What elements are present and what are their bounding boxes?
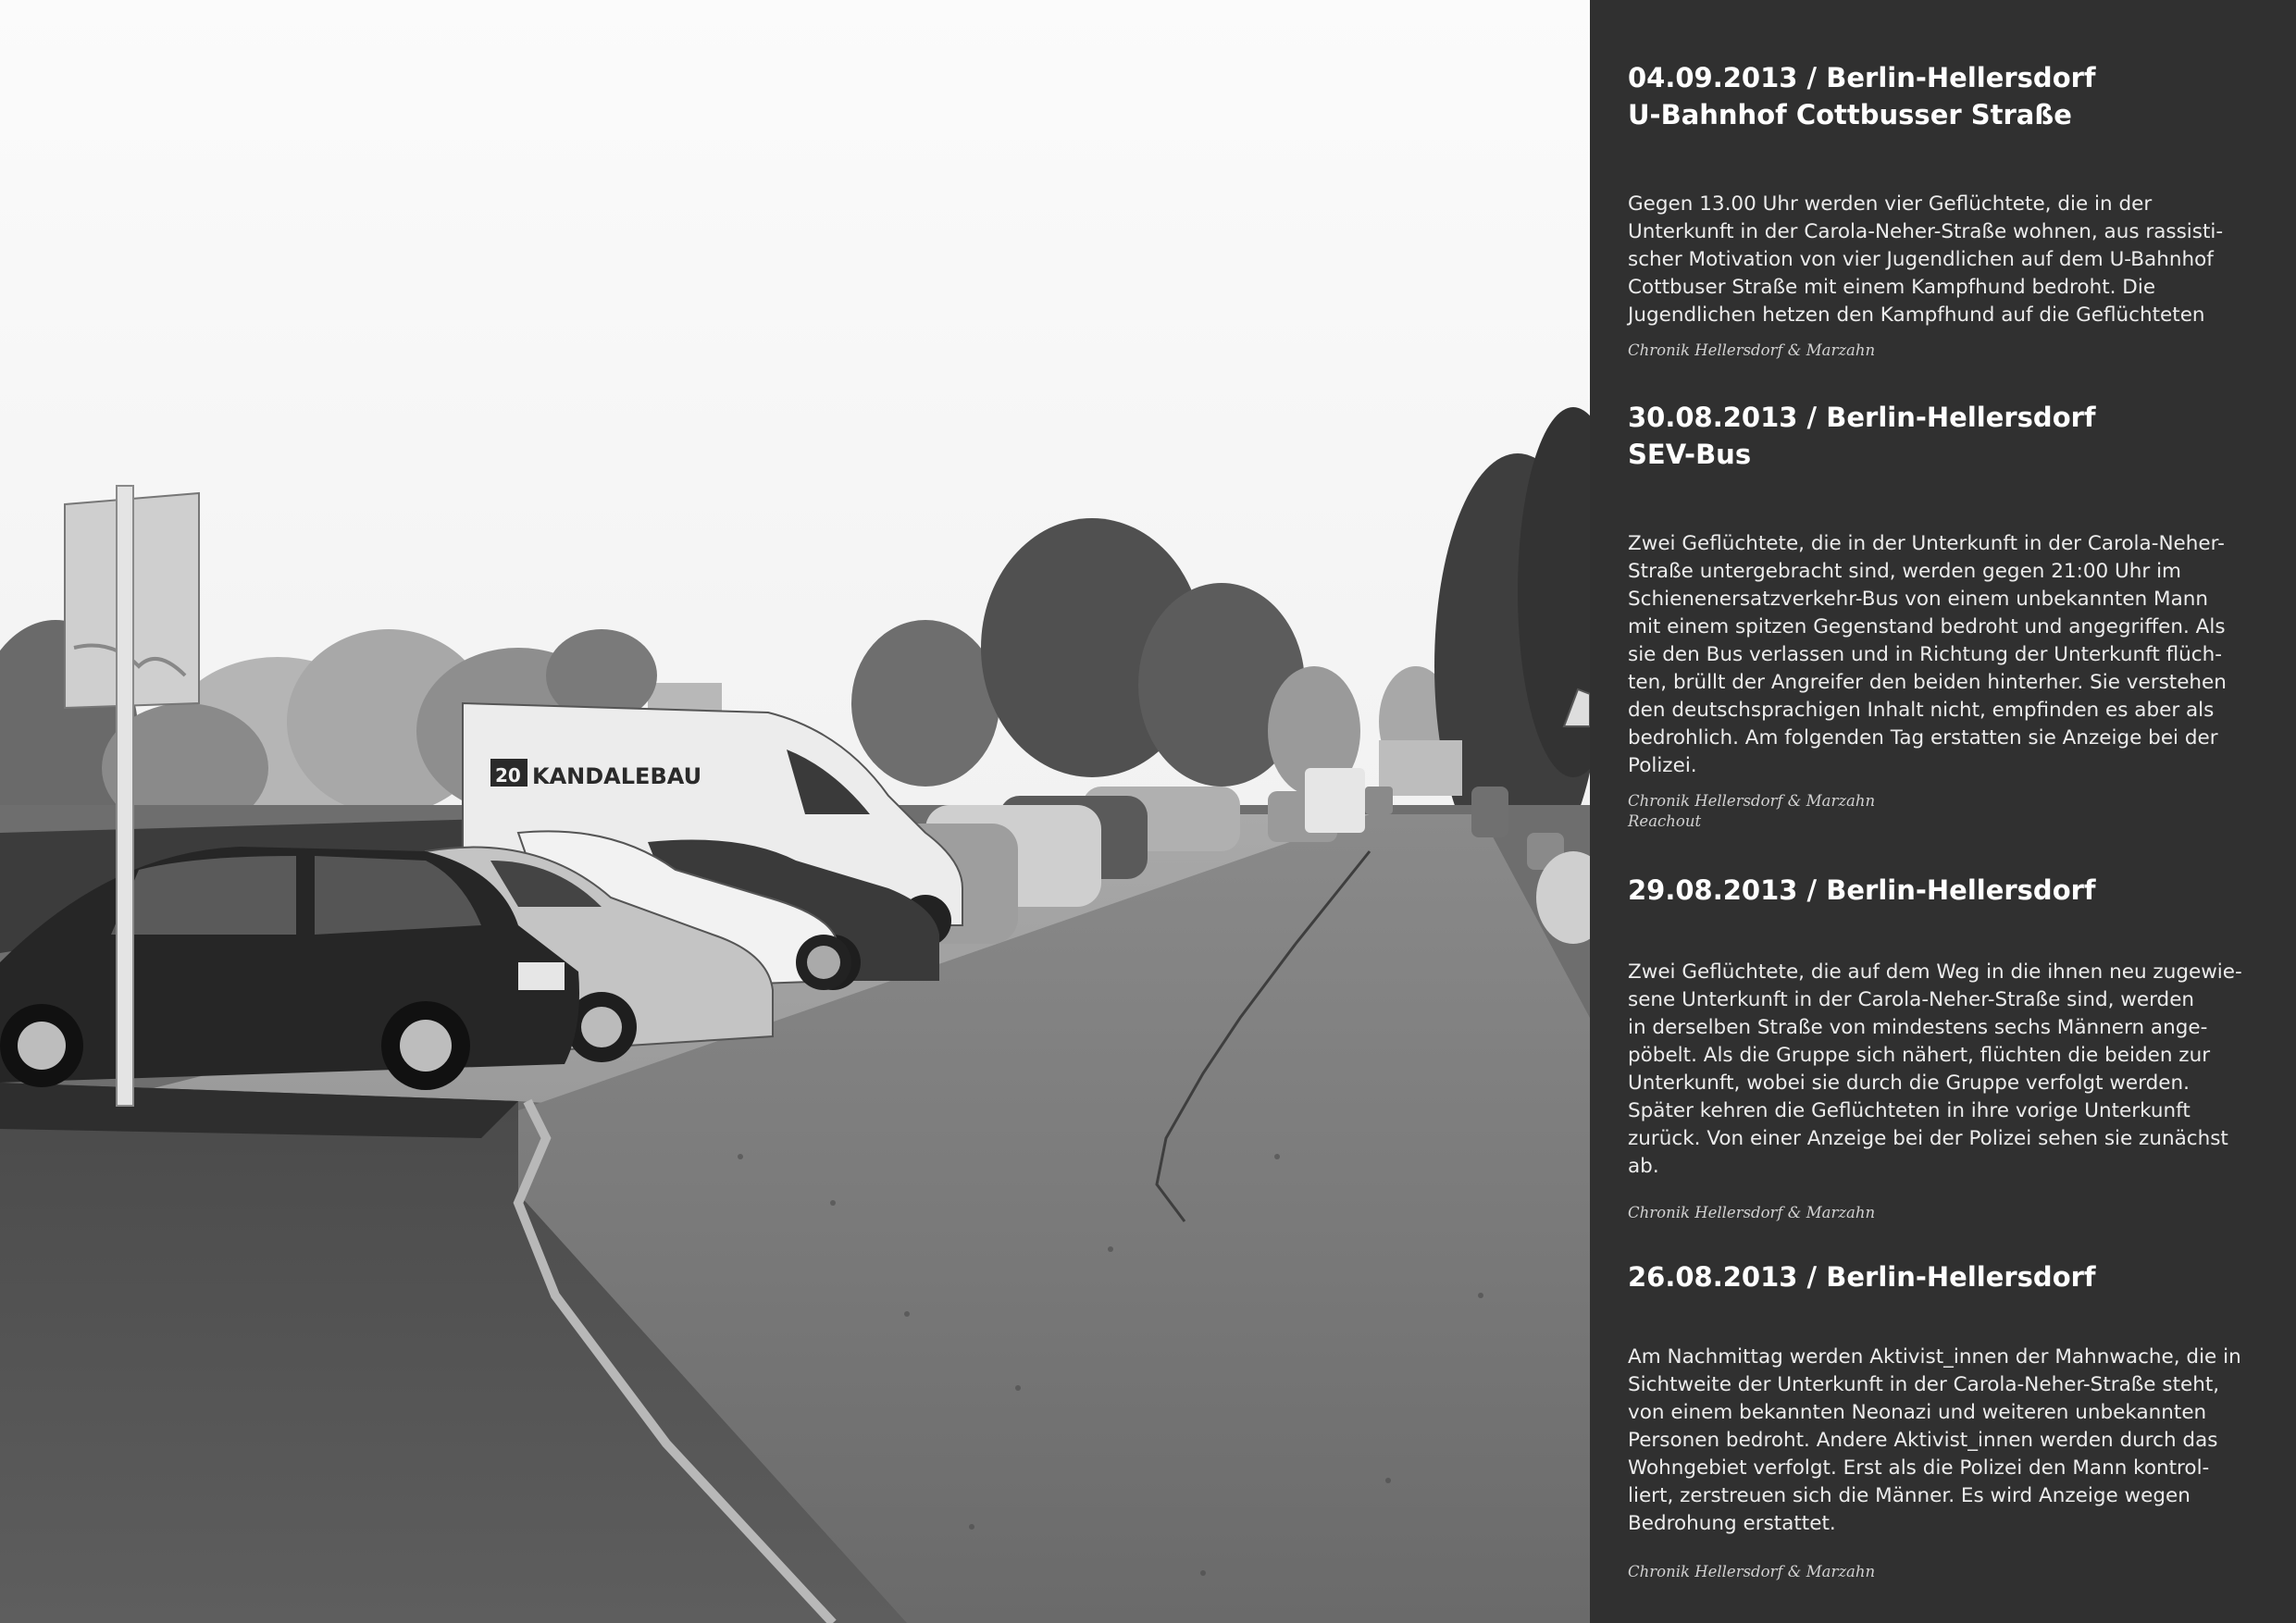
entry-source: Chronik Hellersdorf & Marzahn — [1628, 341, 1876, 359]
chronicle-panel — [1590, 0, 2296, 1623]
van-lettering: KANDALEBAU — [532, 763, 702, 789]
entry-date-place: 04.09.2013 / Berlin-Hellersdorf — [1628, 62, 2096, 93]
entry-body: Zwei Geflüchtete, die auf dem Weg in die ihnen neu zugewie- sene Unterkunft in der Carola-Neher-Straße sind, werden in derselben Straße von mindestens sechs Männern ange- pöbelt. Als die Gruppe sich nähert, flüchten die beiden zur Unterkunft, wobei sie durch die Gruppe verfolgt werden. Später kehren die Geflüchteten in ihre vorige Unterkunft zurück. Von einer Anzeige bei der Polizei sehen sie zunächst ab. — [1628, 960, 2242, 1178]
entry-heading — [1628, 872, 2266, 909]
entry-date-place: 26.08.2013 / Berlin-Hellersdorf — [1628, 1261, 2096, 1293]
chronicle-entry — [1628, 399, 2266, 832]
chronicle-entry — [1628, 872, 2266, 1223]
entry-source: Chronik Hellersdorf & Marzahn — [1628, 1204, 1876, 1221]
entry-date-place: 29.08.2013 / Berlin-Hellersdorf — [1628, 874, 2096, 906]
entry-heading — [1628, 399, 2266, 473]
entry-body: Am Nachmittag werden Aktivist_innen der Mahnwache, die in Sichtweite der Unterkunft in der Carola-Neher-Straße steht, von einem bekannten Neonazi und weiteren unbekannten Personen bedroht. Andere Aktivist_innen werden durch das Wohngebiet verfolgt. Erst als die Polizei den Mann kontrol- liert, zerstreuen sich die Männer. Es wird Anzeige wegen Bedrohung erstattet. — [1628, 1345, 2241, 1535]
chronicle-entry — [1628, 59, 2266, 361]
entry-body: Zwei Geflüchtete, die in der Unterkunft in der Carola-Neher- Straße untergebracht sind, werden gegen 21:00 Uhr im Schienenersatzverkehr-Bus von einem unbekannten Mann mit einem spitzen Gegenstand bedroht und angegriffen. Als sie den Bus verlassen und in Richtung der Unterkunft flüch- ten, brüllt der Angreifer den beiden hinterher. Sie verstehen den deutschsprachigen Inhalt nicht, empfinden es aber als bedrohlich. Am folgenden Tag erstatten sie Anzeige bei der Polizei. — [1628, 532, 2227, 777]
entry-date-place: 30.08.2013 / Berlin-Hellersdorf — [1628, 402, 2096, 433]
entry-heading — [1628, 59, 2266, 133]
chronicle-entry — [1628, 1258, 2266, 1582]
entry-location: U-Bahnhof Cottbusser Straße — [1628, 99, 2072, 130]
entry-source: Chronik Hellersdorf & Marzahn — [1628, 1563, 1876, 1580]
van-badge: 20 — [495, 764, 521, 787]
entry-location: SEV-Bus — [1628, 439, 1752, 470]
entry-source: Chronik Hellersdorf & Marzahn Reachout — [1628, 792, 1876, 830]
entry-body: Gegen 13.00 Uhr werden vier Geflüchtete, die in der Unterkunft in der Carola-Neher-Straße wohnen, aus rassisti- scher Motivation von vier Jugendlichen auf dem U-Bahnhof Cottbuser Straße mit einem Kampfhund bedroht. Die Jugendlichen hetzen den Kampfhund auf die Geflüchteten — [1628, 192, 2224, 327]
entry-heading — [1628, 1258, 2266, 1295]
